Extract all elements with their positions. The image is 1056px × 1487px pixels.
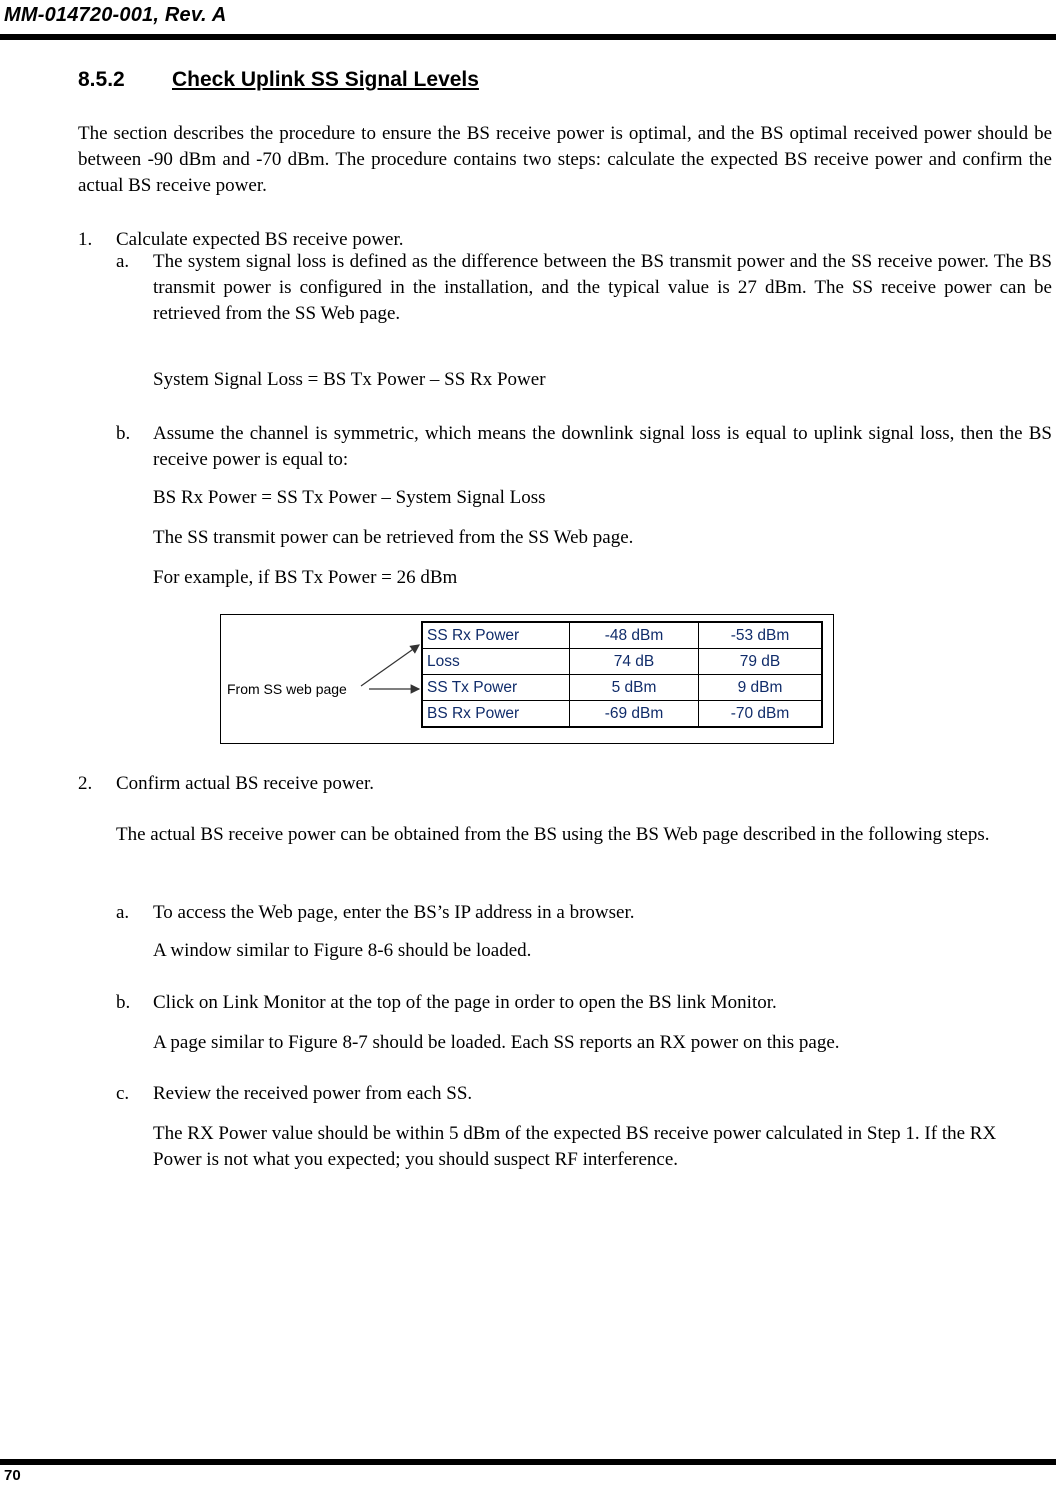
step2b-text: Click on Link Monitor at the top of the page in order to open the BS link Monitor. <box>153 992 777 1013</box>
table-row <box>422 701 822 728</box>
step2c-text: Review the received power from each SS. <box>153 1083 473 1104</box>
table-row <box>422 675 822 701</box>
step1a-marker: a. <box>116 251 130 272</box>
section-number: 8.5.2 <box>78 68 125 91</box>
value-cell: 79 dB <box>699 649 823 675</box>
step1-marker: 1. <box>78 229 93 250</box>
step2a-text: To access the Web page, enter the BS’s IP address in a browser. <box>153 902 635 923</box>
power-table <box>421 621 823 728</box>
step1-text: Calculate expected BS receive power. <box>116 229 404 250</box>
step2-marker: 2. <box>78 773 93 794</box>
value-cell: -53 dBm <box>699 622 823 649</box>
footer-rule <box>0 1459 1056 1465</box>
table-row <box>422 622 822 649</box>
step1b-formula: BS Rx Power = SS Tx Power – System Signal Loss <box>153 487 546 508</box>
step1b-text: Assume the channel is symmetric, which means the downlink signal loss is equal to uplink signal loss, then the BS receive power is equal to: <box>153 423 1052 470</box>
section-heading <box>78 68 479 92</box>
row-label: SS Rx Power <box>422 622 570 649</box>
value-cell: -48 dBm <box>570 622 699 649</box>
value-cell: -70 dBm <box>699 701 823 728</box>
step1a-formula: System Signal Loss = BS Tx Power – SS Rx Power <box>153 369 546 390</box>
step2b-marker: b. <box>116 992 131 1013</box>
step2b-note: A page similar to Figure 8-7 should be loaded. Each SS reports an RX power on this page. <box>153 1032 840 1053</box>
step1b-note: The SS transmit power can be retrieved from the SS Web page. <box>153 527 634 548</box>
row-label: BS Rx Power <box>422 701 570 728</box>
value-cell: 5 dBm <box>570 675 699 701</box>
section-title: Check Uplink SS Signal Levels <box>172 68 479 91</box>
figure-label: From SS web page <box>227 681 347 697</box>
arrow-to-ss-rx-power <box>361 645 419 686</box>
ss-power-figure <box>220 614 834 744</box>
step2-text: Confirm actual BS receive power. <box>116 773 375 794</box>
step2-intro: The actual BS receive power can be obtained from the BS using the BS Web page described in the following steps. <box>116 824 990 845</box>
document-id: MM-014720-001, Rev. A <box>4 4 227 26</box>
page-number: 70 <box>4 1467 21 1484</box>
value-cell: 9 dBm <box>699 675 823 701</box>
step1a-text: The system signal loss is defined as the difference between the BS transmit power and the SS receive power. The BS transmit power is configured in the installation, and the typical value is 27 dBm. The SS receive power can be retrieved from the SS Web page. <box>153 251 1052 324</box>
header-rule <box>0 34 1056 40</box>
value-cell: 74 dB <box>570 649 699 675</box>
step2c-marker: c. <box>116 1083 130 1104</box>
step2c-note: The RX Power value should be within 5 dBm of the expected BS receive power calculated in Step 1. If the RX Power is not what you expected; you should suspect RF interference. <box>153 1123 997 1170</box>
row-label: Loss <box>422 649 570 675</box>
step1b-example: For example, if BS Tx Power = 26 dBm <box>153 567 458 588</box>
step2a-note: A window similar to Figure 8-6 should be loaded. <box>153 940 532 961</box>
table-row <box>422 649 822 675</box>
value-cell: -69 dBm <box>570 701 699 728</box>
step2a-marker: a. <box>116 902 130 923</box>
intro-paragraph: The section describes the procedure to ensure the BS receive power is optimal, and the BS optimal received power should be between -90 dBm and -70 dBm. The procedure contains two steps: calculate the expected BS receive power and confirm the actual BS receive power. <box>78 123 1052 196</box>
step1b-marker: b. <box>116 423 131 444</box>
row-label: SS Tx Power <box>422 675 570 701</box>
